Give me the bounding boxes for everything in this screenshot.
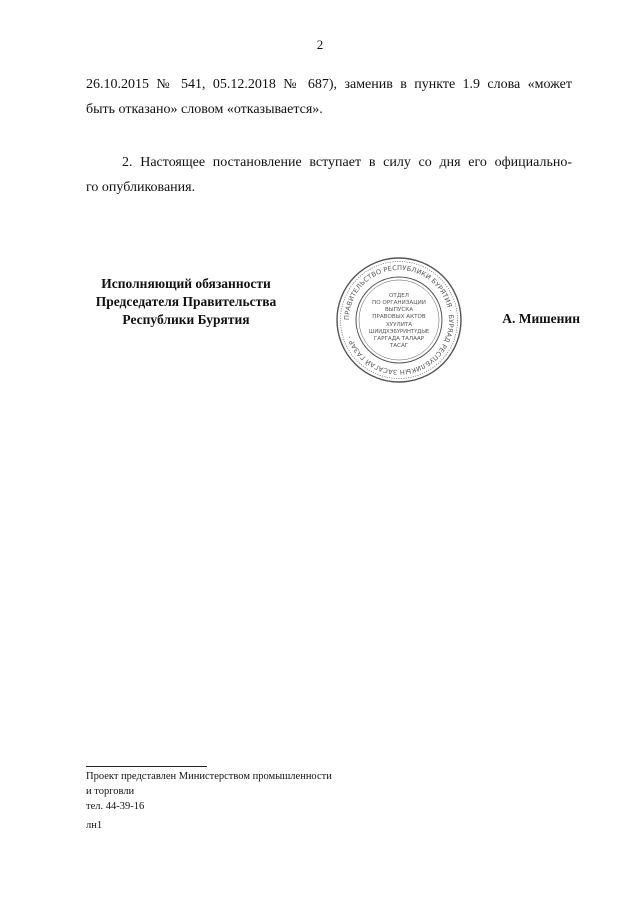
seal-center-line5: ХУУЛИТА	[385, 322, 413, 328]
official-seal	[334, 255, 464, 385]
seal-center-line1: ОТДЕЛ	[389, 293, 409, 299]
seal-center-line8: ТАСАГ	[389, 343, 409, 349]
seal-ring-text: ПРАВИТЕЛЬСТВО РЕСПУБЛИКИ БУРЯТИЯ · БУРЯАД РЕСПУБЛИКЫН ЗАСАГАЙ ГАЗАР ·	[342, 263, 456, 377]
seal-center-line6: ШИИДХЭБҮРИНТҮДЫЕ	[368, 329, 430, 335]
signer-title-line1: Исполняющий обязанности	[101, 276, 271, 291]
footnote	[86, 769, 332, 833]
seal-icon	[334, 255, 464, 385]
signer-name: А. Мишенин	[502, 311, 580, 326]
paragraph-entry-into-force	[86, 150, 572, 200]
paragraph-amendment-line2: быть отказано» словом «отказывается».	[86, 102, 323, 117]
footnote-phone: тел. 44-39-16	[86, 801, 145, 812]
paragraph-entry-line1: 2. Настоящее постановление вступает в силу со дня его официально-	[122, 155, 572, 170]
paragraph-amendment-line1: 26.10.2015 № 541, 05.12.2018 № 687), заменив в пункте 1.9 слова «может	[86, 77, 572, 92]
footnote-code: лн1	[86, 820, 103, 831]
seal-center-line7: ГАРГАДА ТАЛААР	[373, 336, 425, 342]
footnote-line2: и торговли	[86, 786, 135, 797]
seal-center-line4: ПРАВОВЫХ АКТОВ	[372, 314, 426, 320]
signer-title-line2: Председателя Правительства	[95, 294, 277, 309]
footnote-line1: Проект представлен Министерством промышленности	[86, 771, 332, 782]
paragraph-amendment	[86, 72, 572, 122]
seal-center-line2: ПО ОРГАНИЗАЦИИ	[372, 300, 426, 306]
signer-title	[78, 275, 294, 329]
footnote-divider	[86, 766, 207, 767]
seal-center-line3: ВЫПУСКА	[384, 307, 414, 313]
page-number: 2	[316, 37, 324, 52]
paragraph-entry-line2: го опубликования.	[86, 180, 196, 195]
signer-title-line3: Республики Бурятия	[122, 312, 250, 327]
